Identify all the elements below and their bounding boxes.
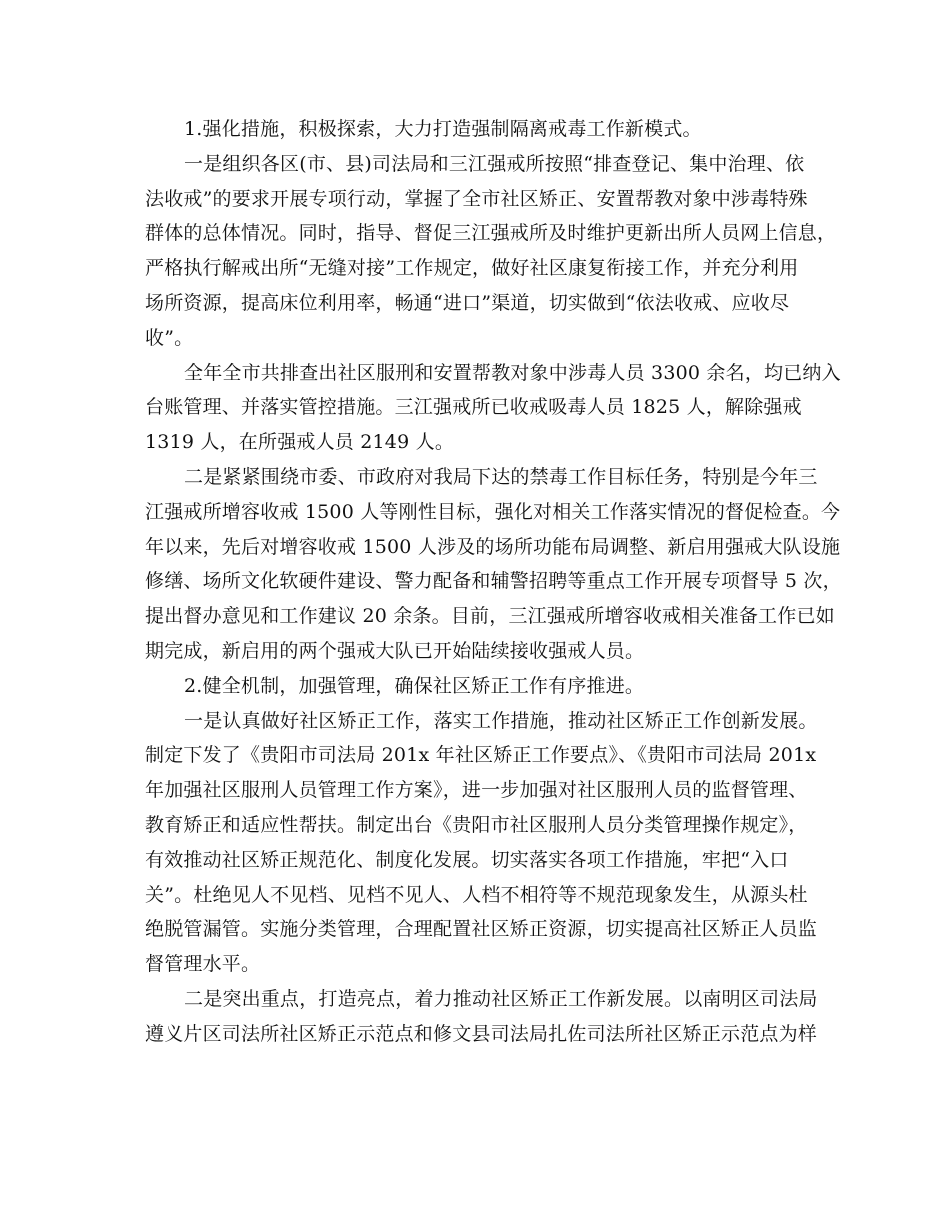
text-line: 法收戒”的要求开展专项行动，掌握了全市社区矫正、安置帮教对象中涉毒特殊 <box>145 187 808 210</box>
text-line: 提出督办意见和工作建议 20 余条。目前，三江强戒所增容收戒相关准备工作已如 <box>145 605 835 628</box>
text-line: 制定下发了《贵阳市司法局 201x 年社区矫正工作要点》、《贵阳市司法局 201x <box>145 744 817 767</box>
text-line: 绝脱管漏管。实施分类管理，合理配置社区矫正资源，切实提高社区矫正人员监 <box>145 918 818 941</box>
text-line: 二是突出重点，打造亮点，着力推动社区矫正工作新发展。以南明区司法局 <box>184 987 818 1010</box>
text-line: 1.强化措施，积极探索，大力打造强制隔离戒毒工作新模式。 <box>184 118 702 140</box>
text-line: 台账管理、并落实管控措施。三江强戒所已收戒吸毒人员 1825 人，解除强戒 <box>145 396 802 419</box>
text-line: 1319 人，在所强戒人员 2149 人。 <box>145 431 455 454</box>
text-line: 关”。杜绝见人不见档、见档不见人、人档不相符等不规范现象发生，从源头杜 <box>145 883 808 906</box>
text-line: 2.健全机制，加强管理，确保社区矫正工作有序推进。 <box>184 674 645 697</box>
text-line: 修缮、场所文化软硬件建设、警力配备和辅警招聘等重点工作开展专项督导 5 次， <box>145 570 842 593</box>
text-line: 遵义片区司法所社区矫正示范点和修文县司法局扎佐司法所社区矫正示范点为样 <box>145 1022 818 1045</box>
text-line: 年以来，先后对增容收戒 1500 人涉及的场所功能布局调整、新启用强戒大队设施 <box>145 535 841 558</box>
text-line: 收”。 <box>145 326 194 349</box>
paragraph-4 <box>145 704 818 982</box>
paragraph-3 <box>145 460 842 669</box>
paragraph-heading-1 <box>145 112 805 147</box>
document-body <box>145 112 842 1052</box>
text-line: 场所资源，提高床位利用率，畅通“进口”渠道，切实做到“依法收戒、应收尽 <box>145 291 790 314</box>
paragraph-2 <box>145 356 841 460</box>
paragraph-1 <box>145 147 837 356</box>
text-line: 年加强社区服刑人员管理工作方案》，进一步加强对社区服刑人员的监督管理、 <box>145 779 808 802</box>
text-line: 有效推动社区矫正规范化、制度化发展。切实落实各项工作措施，牢把“入口 <box>145 848 789 871</box>
paragraph-5 <box>145 982 818 1052</box>
text-line: 群体的总体情况。同时，指导、督促三江强戒所及时维护更新出所人员网上信息， <box>145 222 837 245</box>
text-line: 教育矫正和适应性帮扶。制定出台《贵阳市社区服刑人员分类管理操作规定》， <box>145 813 808 836</box>
text-line: 一是认真做好社区矫正工作，落实工作措施，推动社区矫正工作创新发展。 <box>184 709 818 732</box>
text-line: 期完成，新启用的两个强戒大队已开始陆续接收强戒人员。 <box>145 639 645 662</box>
text-line: 全年全市共排查出社区服刑和安置帮教对象中涉毒人员 3300 余名，均已纳入 <box>184 361 841 384</box>
text-line: 一是组织各区(市、县)司法局和三江强戒所按照“排查登记、集中治理、依 <box>184 152 805 175</box>
paragraph-heading-2 <box>145 669 805 704</box>
text-line: 督管理水平。 <box>145 953 261 976</box>
text-line: 二是紧紧围绕市委、市政府对我局下达的禁毒工作目标任务，特别是今年三 <box>184 465 818 488</box>
text-line: 江强戒所增容收戒 1500 人等刚性目标，强化对相关工作落实情况的督促检查。今 <box>145 500 841 523</box>
text-line: 严格执行解戒出所“无缝对接”工作规定，做好社区康复衔接工作，并充分利用 <box>145 257 799 280</box>
